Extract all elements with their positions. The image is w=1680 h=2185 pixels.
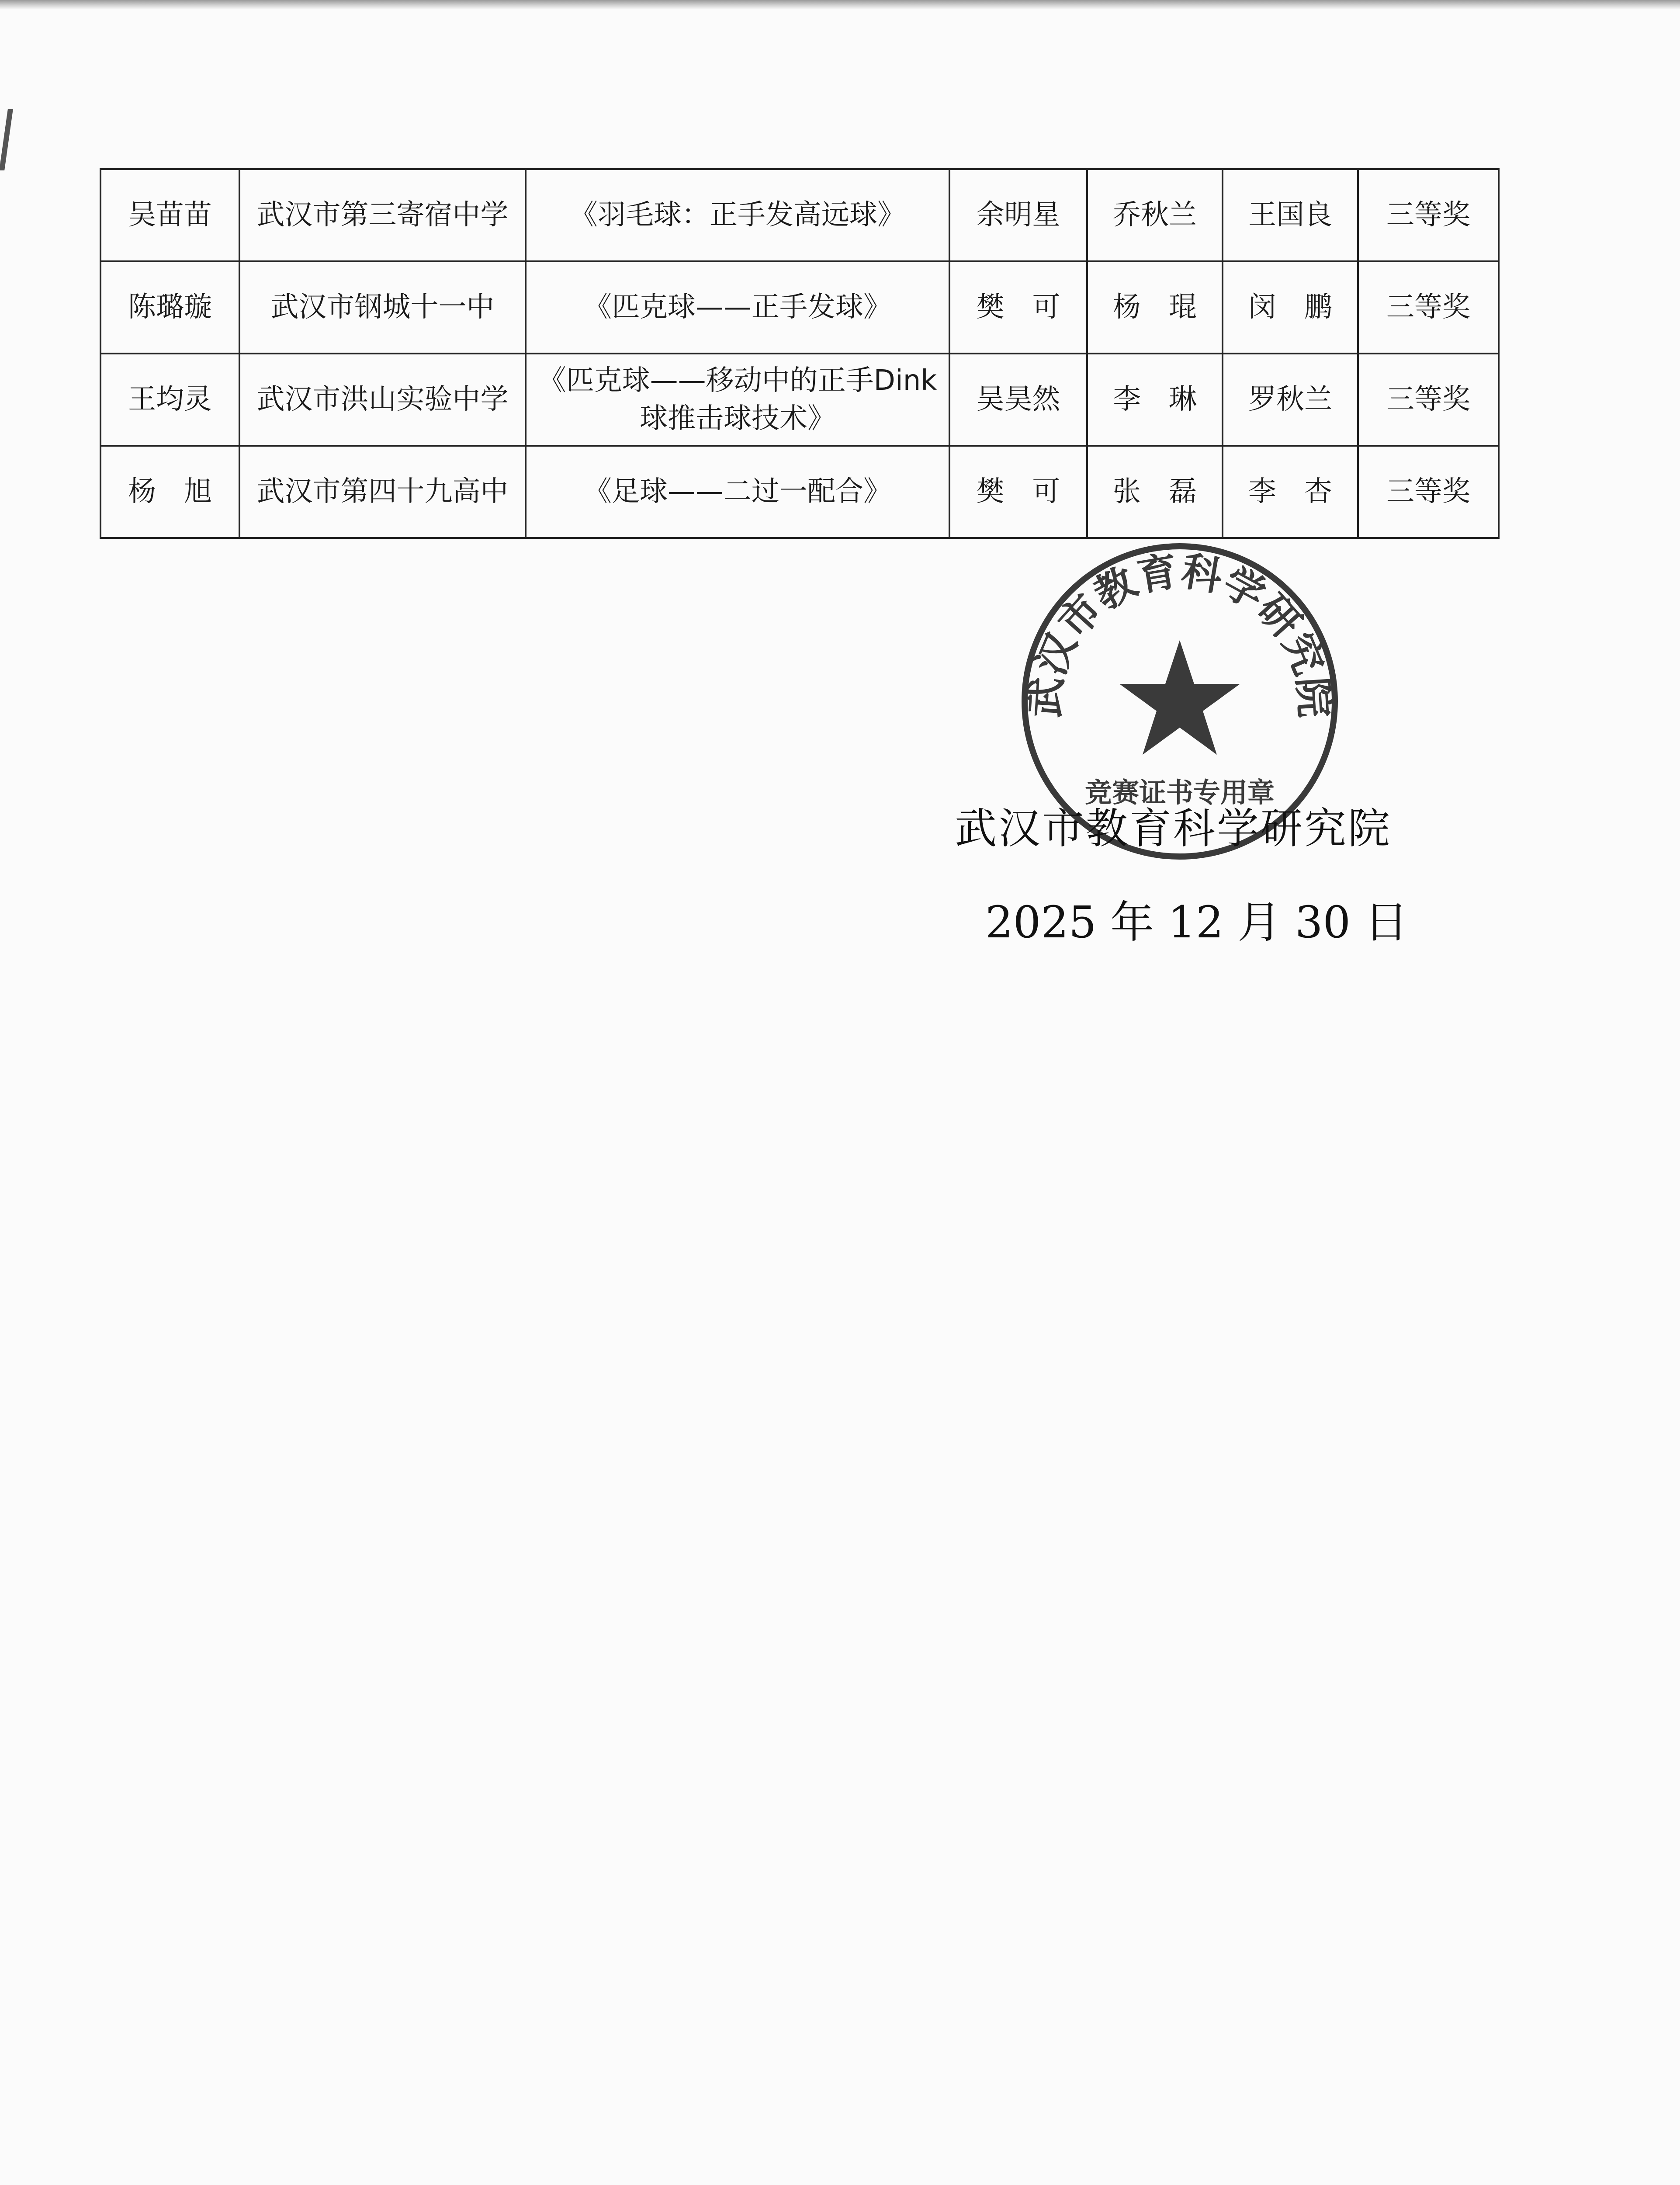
cell-person-2: 李 琳 [1087,354,1223,446]
cell-person-3: 王国良 [1223,169,1358,261]
cell-person-3: 李 杏 [1223,446,1358,538]
cell-award: 三等奖 [1358,354,1499,446]
cell-name: 陈璐璇 [100,261,239,354]
award-table [100,168,1500,539]
table-row [100,169,1499,261]
cell-person-3: 闵 鹏 [1223,261,1358,354]
cell-award: 三等奖 [1358,261,1499,354]
cell-award: 三等奖 [1358,169,1499,261]
seal-arc-text: 武汉市教育科学研究院 [1021,547,1339,719]
cell-name: 吴苗苗 [100,169,239,261]
seal-star-icon [1119,640,1240,755]
cell-person-1: 吴昊然 [949,354,1087,446]
seal-bottom-text: 竞赛证书专用章 [1084,777,1275,808]
cell-person-1: 樊 可 [949,261,1087,354]
cell-person-2: 杨 琨 [1087,261,1223,354]
cell-school: 武汉市第三寄宿中学 [239,169,526,261]
cell-person-2: 张 磊 [1087,446,1223,538]
cell-person-1: 樊 可 [949,446,1087,538]
cell-person-1: 余明星 [949,169,1087,261]
cell-person-3: 罗秋兰 [1223,354,1358,446]
cell-school: 武汉市洪山实验中学 [239,354,526,446]
cell-title: 《羽毛球：正手发高远球》 [526,169,949,261]
table-row [100,354,1499,446]
table-row [100,446,1499,538]
cell-name: 王均灵 [100,354,239,446]
table-row [100,261,1499,354]
cell-school: 武汉市第四十九高中 [239,446,526,538]
cell-person-2: 乔秋兰 [1087,169,1223,261]
signature-org: 武汉市教育科学研究院 [955,804,1392,853]
cell-school: 武汉市钢城十一中 [239,261,526,354]
scan-top-edge [0,0,1680,10]
cell-award: 三等奖 [1358,446,1499,538]
scan-edge-mark [0,109,13,170]
cell-title: 《匹克球——移动中的正手Dink球推击球技术》 [526,354,949,446]
cell-title: 《匹克球——正手发球》 [526,261,949,354]
cell-name: 杨 旭 [100,446,239,538]
signature-date: 2025 年 12 月 30 日 [985,897,1408,948]
cell-title: 《足球——二过一配合》 [526,446,949,538]
